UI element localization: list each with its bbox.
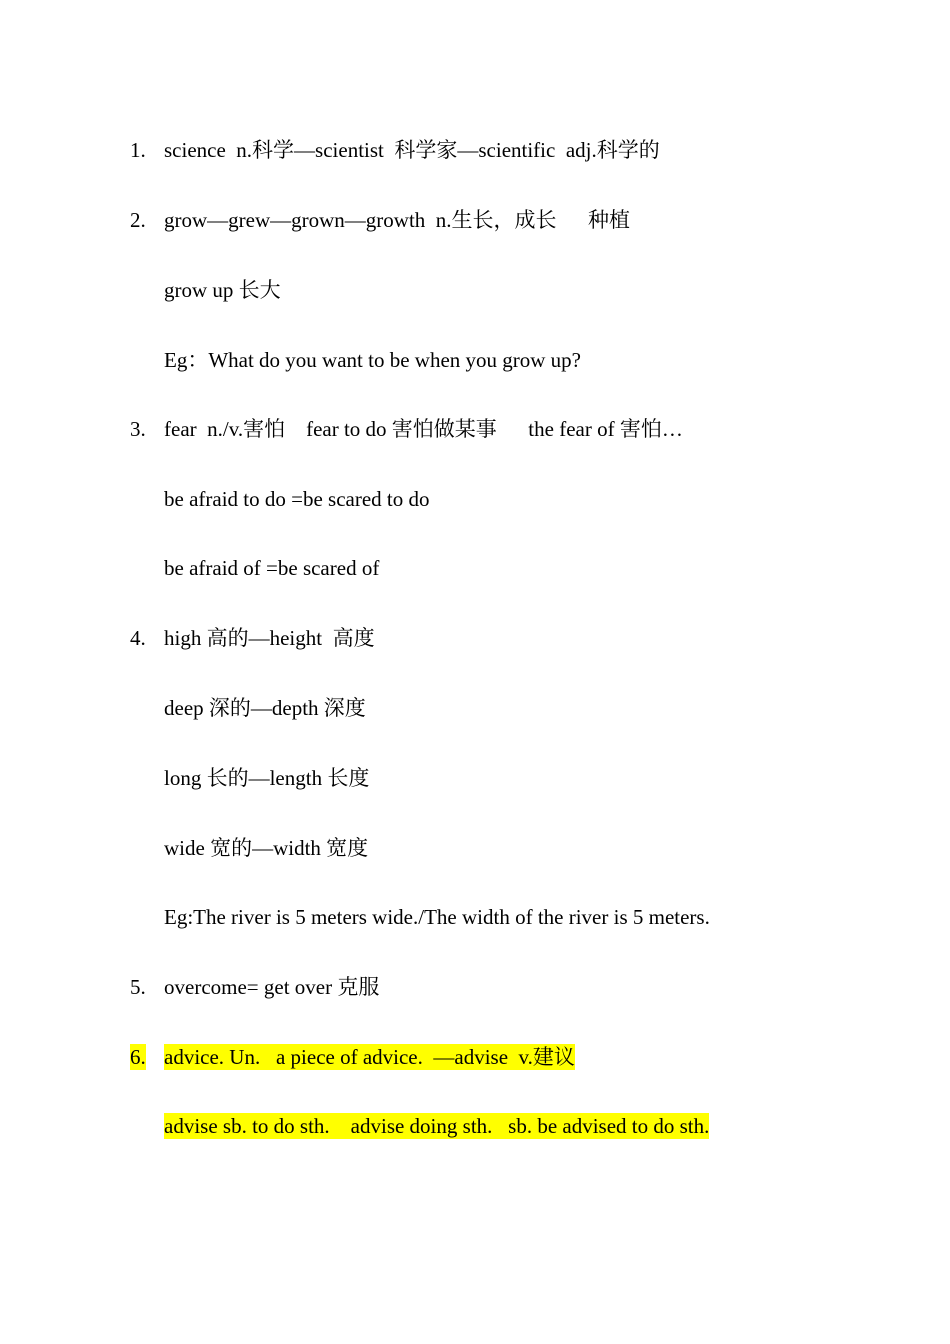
list-item-1 — [0, 137, 660, 163]
list-item-4-sub-2 — [0, 765, 370, 791]
list-item-5 — [0, 974, 380, 1000]
list-item-2-sub-2 — [0, 347, 581, 373]
list-item-6-sub-1 — [0, 1113, 710, 1139]
list-item-3-sub-2 — [0, 555, 380, 581]
item-number: 2. — [130, 208, 146, 232]
item-text: grow up 长大 — [164, 278, 281, 302]
item-number: 4. — [130, 626, 146, 650]
item-text: fear n./v.害怕 fear to do 害怕做某事 the fear of 害怕… — [164, 417, 683, 441]
list-item-4-sub-3 — [0, 835, 369, 861]
item-number: 6. — [130, 1045, 146, 1069]
item-number: 5. — [130, 975, 146, 999]
list-item-4-sub-4 — [0, 904, 710, 930]
list-item-3-sub-1 — [0, 486, 430, 512]
item-number: 1. — [130, 138, 146, 162]
item-text-highlighted: advise sb. to do sth. advise doing sth. sb. be advised to do sth. — [164, 1114, 710, 1138]
item-text: Eg:The river is 5 meters wide./The width of the river is 5 meters. — [164, 905, 710, 929]
list-item-6 — [0, 1044, 575, 1070]
item-text: overcome= get over 克服 — [164, 975, 380, 999]
list-item-4-sub-1 — [0, 695, 366, 721]
item-text-highlighted: advice. Un. a piece of advice. —advise v.建议 — [164, 1045, 575, 1069]
list-item-2 — [0, 207, 631, 233]
item-text: wide 宽的—width 宽度 — [164, 836, 369, 860]
list-item-4 — [0, 625, 375, 651]
list-item-3 — [0, 416, 683, 442]
item-text: long 长的—length 长度 — [164, 766, 370, 790]
item-text: science n.科学—scientist 科学家—scientific adj.科学的 — [164, 138, 660, 162]
item-text: grow—grew—grown—growth n.生长，成长 种植 — [164, 208, 631, 232]
item-text: be afraid to do =be scared to do — [164, 487, 430, 511]
item-text: high 高的—height 高度 — [164, 626, 375, 650]
item-text: be afraid of =be scared of — [164, 556, 380, 580]
item-number: 3. — [130, 417, 146, 441]
list-item-2-sub-1 — [0, 277, 281, 303]
item-text: Eg：What do you want to be when you grow up? — [164, 348, 581, 372]
item-text: deep 深的—depth 深度 — [164, 696, 366, 720]
